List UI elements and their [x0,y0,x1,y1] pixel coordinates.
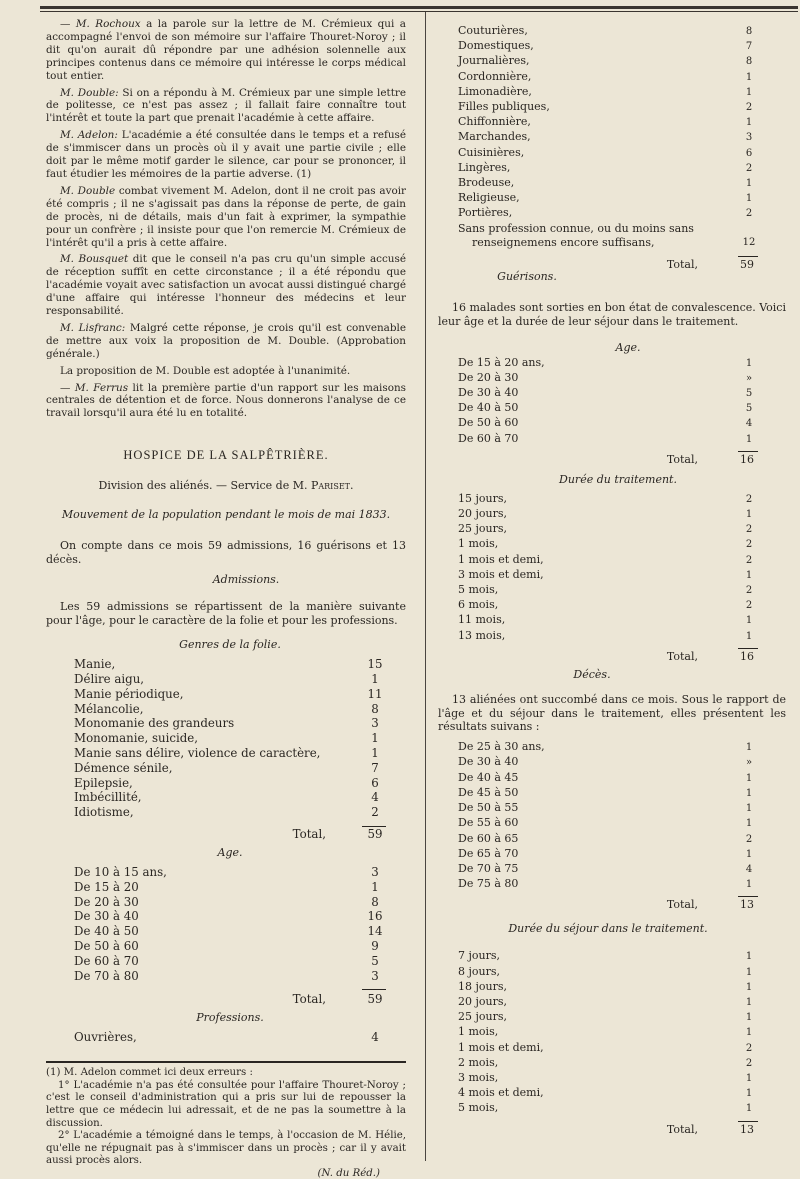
d-duree-total-row [458,1122,758,1137]
ages-list [74,865,386,983]
d-duree-row [458,965,758,980]
g-duree-list [458,492,758,644]
row-value: 11 [367,686,383,701]
genre-row [74,731,386,746]
age-row [74,969,386,984]
row-value: 3 [371,716,379,731]
row-label: Limonadière, [458,84,532,98]
row-label: De 20 à 30 [74,894,139,909]
speaker-name: M. Adelon: [60,129,118,142]
row-value: 1 [745,803,753,815]
row-label: 7 jours, [458,949,501,963]
d-duree-row [458,1041,758,1056]
row-label: Démence sénile, [74,760,173,775]
row-label: Domestiques, [458,39,534,53]
row-label: Filles publiques, [458,100,550,114]
g-duree-row [458,568,758,583]
row-label: 11 mois, [458,613,506,627]
row-label: De 75 à 80 [458,877,519,891]
row-value: 1 [745,787,753,799]
total-value: 16 [740,452,754,466]
row-label: De 15 à 20 [74,879,139,894]
row-value: 2 [745,1057,753,1069]
profession-row [458,54,758,69]
division-line [46,479,406,492]
g-age-row [458,416,758,431]
professions-heading: Professions. [196,1011,264,1025]
row-label: De 15 à 20 ans, [458,355,545,369]
genre-row [74,716,386,731]
admissions-heading: Admissions. [212,573,280,587]
row-label: De 40 à 50 [458,401,519,415]
row-label: De 30 à 40 [74,909,139,924]
row-value: 2 [745,833,753,845]
row-value: 1 [745,966,753,978]
professions-list-right [458,24,758,222]
paragraph-text: La proposition de M. Double est adoptée à l'unanimité. [60,364,351,377]
total-label: Total, [666,452,698,466]
row-label: 1 mois, [458,1025,499,1039]
sans-profession-row [458,222,758,250]
row-value: 4 [371,1030,379,1045]
row-label: Cuisinières, [458,145,525,159]
row-value: 1 [371,672,379,687]
row-value: 1 [745,818,753,830]
session-paragraph [46,322,406,361]
row-label: Ouvrières, [74,1030,137,1045]
g-ages-list [458,356,758,447]
row-label: 1 mois et demi, [458,1040,544,1054]
d-age-row [458,847,758,862]
row-value: 1 [745,433,753,445]
row-value: 1 [371,879,379,894]
row-label: 8 jours, [458,964,501,978]
row-label: Manie périodique, [74,686,184,701]
paragraph-text: combat vivement M. Adelon, dont il ne croit pas avoir été compris ; il ne s'agissait pas dans la réponse de perte, de gain de procès, ni de détails, mais d'un fait à exprimer, la sympathie pour un confrère ; il insiste pour que l'on remercie M. Crémieux de l'intérêt qu'il a pris à cette affaire. [46,184,406,249]
g-age-heading: Age. [615,340,641,354]
g-age-row [458,371,758,386]
row-label: 2 mois, [458,1055,499,1069]
row-value: 15 [367,657,383,672]
row-value: » [745,757,753,769]
column-divider [425,12,426,1161]
paragraph-text: a la parole sur la lettre de M. Crémieux qui a accompagné l'envoi de son mémoire sur l'affaire Thouret-Noroy ; il dit qu'on aurait dû répondre par une adhésion solennelle aux principes contenus dans ce mémoire qui intéresse le corps médical tout entier. [46,18,406,82]
row-value: 4 [745,418,753,430]
row-value: 1 [745,1072,753,1084]
g-duree-row [458,583,758,598]
row-label: 1 mois et demi, [458,552,544,566]
session-paragraph [46,18,406,83]
row-label: 13 mois, [458,628,506,642]
total-value: 59 [740,258,754,272]
d-duree-row [458,949,758,964]
d-ages-total-row [458,897,758,912]
speaker-name: M. Lisfranc: [60,321,126,334]
paragraph-text: Malgré cette réponse, je crois qu'il est convenable de mettre aux voix la proposition de M. Double. (Approbation générale.) [46,321,407,360]
row-label: De 30 à 40 [458,755,519,769]
row-label: De 40 à 45 [458,770,519,784]
d-duree-list [458,949,758,1116]
speaker-name: M. Double: [60,86,119,99]
row-label: Brodeuse, [458,176,515,190]
total-value: 59 [367,992,383,1007]
row-label: 20 jours, [458,994,508,1008]
row-value: 5 [371,953,379,968]
g-age-row [458,386,758,401]
row-label: Marchandes, [458,130,531,144]
rule [362,989,386,990]
speaker-name: — M. Rochoux [60,18,141,30]
row-value: 3 [745,132,753,144]
genre-row [74,776,386,791]
g-duree-total-row [458,649,758,664]
row-value: 2 [745,208,753,220]
profession-row [458,85,758,100]
age-row [74,909,386,924]
g-duree-row [458,507,758,522]
row-label: 3 mois et demi, [458,567,544,581]
row-value: 1 [745,951,753,963]
profession-row [458,100,758,115]
speaker-name: M. Double [60,184,116,197]
age-row [74,865,386,880]
d-duree-row [458,1071,758,1086]
row-value: 1 [745,772,753,784]
row-value: 1 [745,86,753,98]
genre-row [74,702,386,717]
age-row [74,895,386,910]
row-label: Idiotisme, [74,805,134,820]
row-label: 6 mois, [458,598,499,612]
d-age-row [458,816,758,831]
profession-row [458,130,758,145]
row-value: 1 [371,746,379,761]
row-value: 9 [371,939,379,954]
d-duree-heading: Durée du séjour dans le traitement. [508,922,708,936]
row-label: Journalières, [458,54,530,68]
age-row [74,924,386,939]
profession-row [458,176,758,191]
d-duree-row [458,1025,758,1040]
row-value: 1 [371,731,379,746]
session-paragraph [46,253,406,318]
row-label: 18 jours, [458,979,508,993]
row-label: Chiffonnière, [458,115,531,129]
row-label: De 65 à 70 [458,846,519,860]
row-label: De 45 à 50 [458,785,519,799]
age-row [74,954,386,969]
profession-row [458,24,758,39]
session-paragraph [46,365,406,378]
g-duree-row [458,598,758,613]
d-age-row [458,832,758,847]
row-label: 25 jours, [458,1010,508,1024]
row-value: 5 [745,403,753,415]
division-name: Pariset. [310,479,354,493]
d-age-row [458,740,758,755]
d-duree-row [458,995,758,1010]
row-label: De 20 à 30 [458,370,519,384]
g-duree-row [458,613,758,628]
row-value: 1 [745,1012,753,1024]
row-label: 1 mois, [458,537,499,551]
genres-list [74,657,386,820]
row-label: De 60 à 65 [458,831,519,845]
row-label: Cordonnière, [458,69,532,83]
row-value: 2 [745,539,753,551]
row-label: Manie, [74,657,116,672]
row-value: 6 [371,775,379,790]
g-duree-row [458,553,758,568]
g-duree-row [458,537,758,552]
row-value: 1 [745,848,753,860]
genres-total-row [74,827,386,842]
d-age-row [458,755,758,770]
row-value: 1 [745,630,753,642]
g-duree-heading: Durée du traitement. [559,472,677,486]
row-value: 1 [745,71,753,83]
row-value: 4 [745,863,753,875]
d-duree-row [458,1086,758,1101]
paragraph-text: Si on a répondu à M. Crémieux par une simple lettre de politesse, ce n'est pas assez ; il fallait faire connaître tout l'intérêt et toute la part que prenait l'académie à cette affaire. [46,86,406,125]
total-label: Total, [292,827,326,842]
row-value: 1 [745,357,753,369]
genre-row [74,687,386,702]
row-value: 2 [745,600,753,612]
row-value: 2 [745,585,753,597]
footnote-line: (1) M. Adelon commet ici deux erreurs : [46,1067,253,1079]
profession-row [458,161,758,176]
row-label: Imbécillité, [74,790,142,805]
total-value: 16 [740,649,754,663]
profession-row [458,191,758,206]
row-value: 1 [745,615,753,627]
row-value: 4 [371,790,379,805]
row-label: Couturières, [458,24,528,37]
d-duree-row [458,1010,758,1025]
row-value: 1 [745,193,753,205]
row-value: 8 [745,26,753,37]
row-label: 5 mois, [458,583,499,597]
row-label: De 30 à 40 [458,386,519,400]
row-label: De 55 à 60 [458,816,519,830]
row-label: 20 jours, [458,507,508,521]
row-value: 2 [745,102,753,114]
row-value: 7 [745,41,753,53]
total-value: 13 [740,1122,754,1136]
footnote-line: 2° L'académie a témoigné dans le temps, à l'occasion de M. Hélie, qu'elle ne répugnait pas à s'immiscer dans un procès ; car il y avait aussi procès alors. [46,1130,406,1167]
row-value: 1 [745,1027,753,1039]
profession-row [458,146,758,161]
total-label: Total, [666,649,698,663]
d-age-row [458,801,758,816]
row-label: 4 mois et demi, [458,1086,544,1100]
d-duree-row [458,980,758,995]
footnote-rule [46,1061,406,1063]
total-label: Total, [666,898,698,912]
row-value: 5 [745,388,753,400]
row-label: De 60 à 70 [458,431,519,445]
row-value: 1 [745,1103,753,1115]
guerisons-paragraph: 16 malades sont sorties en bon état de convalescence. Voici leur âge et la durée de leur séjour dans le traitement. [438,301,786,328]
row-label: Religieuse, [458,191,520,205]
paragraph-text: L'académie a été consultée dans le temps et a refusé de s'immiscer dans un procès où il y avait une partie civile ; elle doit par le même motif garder le silence, car pour se prononcer, il faut étudier les mémoires de la partie adverse. (1) [46,129,406,180]
row-label: De 60 à 70 [74,953,139,968]
row-label: 25 jours, [458,522,508,536]
row-value: 2 [371,805,379,820]
professions-continued [438,24,786,272]
row-label: Lingères, [458,160,511,174]
profession-row [458,206,758,221]
row-value: 1 [745,742,753,754]
profession-row [458,70,758,85]
guerisons-tables [438,341,786,664]
row-label: Délire aigu, [74,672,145,687]
session-paragraph [46,129,406,181]
deces-paragraph: 13 aliénées ont succombé dans ce mois. Sous le rapport de l'âge et du séjour dans le traitement, elles présentent les résultats suivans : [438,692,786,734]
row-label: De 10 à 15 ans, [74,865,167,880]
row-value: 2 [745,1042,753,1054]
genre-row [74,761,386,776]
paragraph-text: dit que le conseil n'a pas cru qu'un simple accusé de réception suffît en cette circonstance ; il a été répondu que l'académie voyait avec satisfaction un avocat aussi distingué chargé d'une affaire qui intéresse l'honneur des médecins et leur responsabilité. [46,253,406,318]
row-label: Monomanie, suicide, [74,731,199,746]
d-age-row [458,771,758,786]
row-label: Mélancolie, [74,701,144,716]
genres-heading: Genres de la folie. [179,638,281,652]
speaker-name: M. Bousquet [60,253,129,266]
footnotes [46,1067,406,1168]
row-value: 1 [745,509,753,521]
row-label: De 50 à 55 [458,801,519,815]
row-value: » [745,372,753,384]
row-value: 1 [745,178,753,190]
session-paragraphs [46,18,406,420]
row-label: De 25 à 30 ans, [458,740,545,754]
genre-row [74,672,386,687]
g-duree-row [458,522,758,537]
profession-row [74,1030,386,1045]
row-value: 7 [371,760,379,775]
session-paragraph [46,185,406,250]
row-value: 1 [745,981,753,993]
d-ages-list [458,740,758,892]
total-value: 59 [367,827,383,842]
row-value: 2 [745,493,753,505]
row-label: De 70 à 75 [458,861,519,875]
row-value: 8 [745,56,753,68]
row-value: 3 [371,865,379,880]
d-age-row [458,877,758,892]
paragraph-text: lit la première partie d'un rapport sur les maisons centrales de détention et de force. Nous donnerons l'analyse de ce travail lorsqu'il aura été lu en totalité. [46,381,406,420]
genre-row [74,657,386,672]
professions-list-left [74,1030,386,1045]
row-value: 1 [745,996,753,1008]
row-value: 8 [371,701,379,716]
row-label: Epilepsie, [74,775,133,790]
right-column [438,24,786,1137]
left-column [46,18,406,1179]
session-paragraph [46,382,406,421]
profession-row [458,115,758,130]
g-duree-row [458,492,758,507]
row-value: 14 [367,924,383,939]
row-value: 1 [745,117,753,129]
row-value: 8 [371,894,379,909]
total-label: Total, [292,992,326,1007]
row-value: 2 [745,554,753,566]
admissions-tables [46,638,406,1045]
mouvement-heading: Mouvement de la population pendant le mois de mai 1833. [61,508,391,522]
age-heading: Age. [217,846,243,860]
row-value: 2 [745,524,753,536]
genre-row [74,805,386,820]
guerisons-heading: Guérisons. [497,270,557,284]
top-rule [40,6,798,12]
total-value: 13 [740,898,754,912]
row-label: Portières, [458,206,513,220]
ages-total-row [74,992,386,1007]
g-age-row [458,432,758,447]
age-row [74,939,386,954]
profession-row [458,39,758,54]
row-value: 3 [371,968,379,983]
g-ages-total-row [458,452,758,467]
sans-profession-label: Sans profession connue, ou du moins sans renseignemens encore suffisans, [458,221,694,249]
deces-heading: Décès. [573,667,611,681]
row-label: 5 mois, [458,1101,499,1115]
g-age-row [458,356,758,371]
footnote-signature: (N. du Réd.) [317,1167,380,1179]
row-label: De 40 à 50 [74,924,139,939]
row-value: 1 [745,879,753,891]
row-value: 1 [745,1088,753,1100]
d-duree-row [458,1056,758,1071]
age-row [74,880,386,895]
session-paragraph [46,87,406,126]
deces-tables [438,740,786,1136]
hospice-title: HOSPICE DE LA SALPÊTRIÈRE. [123,448,329,463]
repartition-paragraph: Les 59 admissions se répartissent de la manière suivante pour l'âge, pour le caractère de la folie et pour les professions. [46,600,406,628]
row-value: 6 [745,147,753,159]
d-age-row [458,862,758,877]
row-value: 2 [745,162,753,174]
row-label: De 50 à 60 [458,416,519,430]
row-label: Monomanie des grandeurs [74,716,235,731]
row-label: De 70 à 80 [74,968,139,983]
footnote-line: 1° L'académie n'a pas été consultée pour l'affaire Thouret-Noroy ; c'est le conseil d'administration qui a pris sur lui de repousser la lettre que ce médecin lui adressait, et de ne pas la soumettre à la discussion. [46,1079,406,1129]
genre-row [74,746,386,761]
sans-profession-value: 12 [742,236,756,248]
d-duree-row [458,1101,758,1116]
row-value: 1 [745,569,753,581]
d-age-row [458,786,758,801]
row-label: 3 mois, [458,1070,499,1084]
g-duree-row [458,629,758,644]
genre-row [74,790,386,805]
speaker-name: — M. Ferrus [60,381,129,394]
g-age-row [458,401,758,416]
row-label: Manie sans délire, violence de caractère, [74,746,321,761]
row-label: De 50 à 60 [74,939,139,954]
total-label: Total, [666,258,698,272]
division-text: Division des aliénés. — Service de M. [98,479,308,493]
row-label: 15 jours, [458,491,508,505]
summary-paragraph: On compte dans ce mois 59 admissions, 16 guérisons et 13 décès. [46,539,406,567]
total-label: Total, [666,1122,698,1136]
row-value: 16 [367,909,383,924]
